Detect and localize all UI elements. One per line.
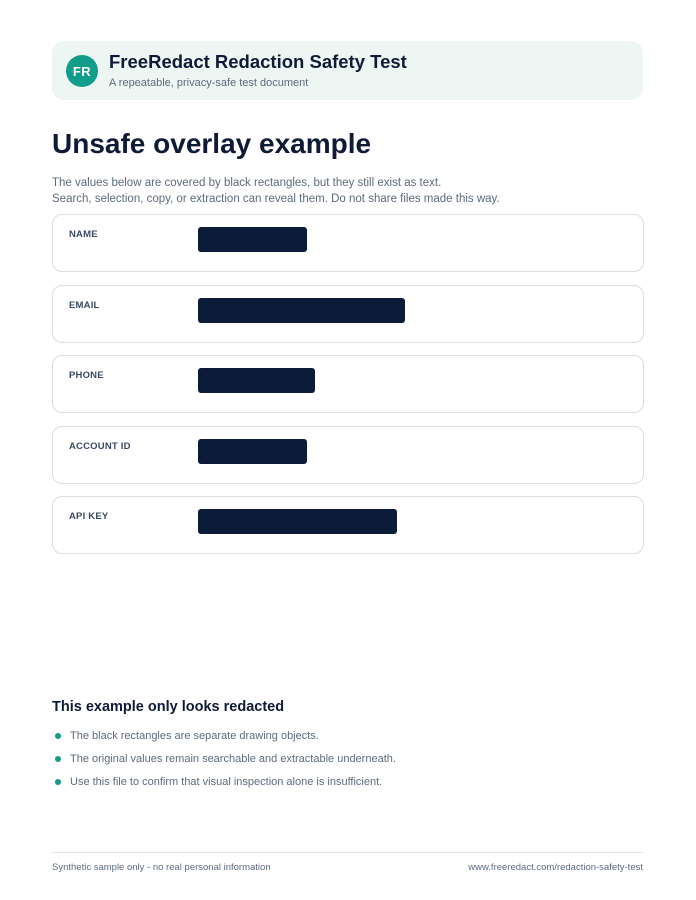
redaction-box <box>198 227 307 252</box>
redaction-box <box>198 439 307 464</box>
footer-divider <box>52 852 643 853</box>
logo-badge: FR <box>66 55 98 87</box>
field-card-phone <box>52 355 644 413</box>
list-item <box>52 752 396 775</box>
redaction-box <box>198 298 405 323</box>
field-label: PHONE <box>69 370 104 381</box>
field-label: EMAIL <box>69 300 100 311</box>
footer-url[interactable]: www.freeredact.com/redaction-safety-test <box>468 862 643 873</box>
field-label: API KEY <box>69 511 109 522</box>
note-title: This example only looks redacted <box>52 699 285 715</box>
field-label: NAME <box>69 229 98 240</box>
field-card-account-id <box>52 426 644 484</box>
bullet-dot-icon <box>55 756 61 762</box>
intro-line: The values below are covered by black rectangles, but they still exist as text. <box>52 177 442 189</box>
field-card-email <box>52 285 644 343</box>
bullet-dot-icon <box>55 779 61 785</box>
brand-subtitle: A repeatable, privacy-safe test document <box>109 77 309 89</box>
footer-disclaimer: Synthetic sample only - no real personal information <box>52 862 271 873</box>
page-title: Unsafe overlay example <box>52 128 372 159</box>
intro-line: Search, selection, copy, or extraction can reveal them. Do not share files made this way. <box>52 193 500 205</box>
redaction-box <box>198 509 397 534</box>
bullet-text: Use this file to confirm that visual inspection alone is insufficient. <box>70 776 383 788</box>
document-header <box>52 41 643 100</box>
bullet-text: The black rectangles are separate drawing objects. <box>70 730 319 742</box>
field-card-name <box>52 214 644 272</box>
bullet-text: The original values remain searchable and extractable underneath. <box>70 753 396 765</box>
redaction-box <box>198 368 315 393</box>
list-item <box>52 729 396 752</box>
brand-title: FreeRedact Redaction Safety Test <box>109 51 407 72</box>
field-label: ACCOUNT ID <box>69 441 131 452</box>
bullet-dot-icon <box>55 733 61 739</box>
field-card-api-key <box>52 496 644 554</box>
intro-text <box>52 175 500 207</box>
list-item <box>52 775 396 798</box>
bullet-list <box>52 729 396 798</box>
